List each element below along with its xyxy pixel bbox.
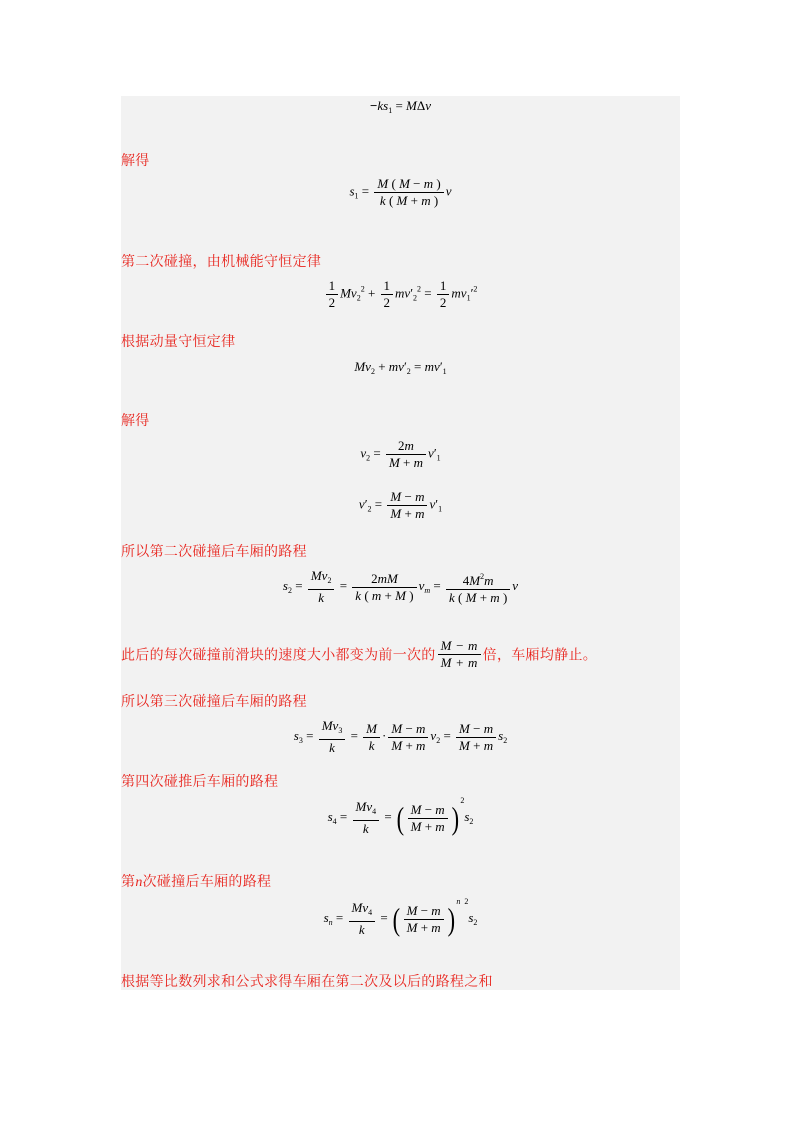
text-after-each-prefix: 此后的每次碰撞前滑块的速度大小都变为前一次的	[121, 647, 436, 664]
text-sum: 根据等比数列求和公式求得车厢在第二次及以后的路程之和	[121, 974, 493, 990]
text-momentum: 根据动量守恒定律	[121, 334, 236, 350]
text-jiede-2: 解得	[121, 413, 150, 429]
text-after-each-suffix: 倍，车厢均静止。	[482, 647, 598, 664]
equation-s4: $s_4$ = $\frac{Mv_4}{k}$ = ( $\frac{M - m}{M + m}$ ) $^2s_2$	[327, 796, 474, 837]
text-nth-suffix: 次碰撞后车厢的路程	[142, 874, 272, 890]
text-nth-path	[121, 871, 271, 891]
equation-s3: $s_3$ = $\frac{Mv_3}{k}$ = $\frac{M}{k}$ · $\frac{M - m}{M + m}$ $v_2$ = $\frac{M - m}{M + m}$ $s_2$	[293, 718, 508, 755]
equation-impulse: $-ks_1 = M\Delta v$	[369, 98, 432, 115]
text-nth-var: n	[135, 875, 143, 890]
inline-ratio-fraction: $\frac{M - m}{M + m}$	[438, 638, 481, 671]
text-jiede-1: 解得	[121, 153, 150, 169]
equation-s1: $s_1$ = $\frac{M ( M - m )}{k ( M + m )}$ v	[349, 176, 452, 208]
equation-sn: $s_n$ = $\frac{Mv_4}{k}$ = ( $\frac{M - m}{M + m}$ ) $^{n 2}s_2$	[323, 897, 478, 938]
text-nth-prefix: 第	[121, 874, 136, 890]
equation-v2-prime: $v'_2$ = $\frac{M - m}{M + m}$ $v'_1$	[358, 489, 443, 521]
equation-momentum: $Mv_2 + mv'_2 = mv'_1$	[354, 359, 447, 376]
equation-s2: $s_2$ = $\frac{Mv_2}{k}$ = $\frac{2mM}{k ( m + M )}$ $v_m$ = $\frac{4M^2m}{k ( M + m )}$ v	[282, 568, 519, 605]
text-second-collision: 第二次碰撞，由机械能守恒定律	[121, 254, 322, 270]
text-third-path: 所以第三次碰撞后车厢的路程	[121, 694, 307, 710]
text-fourth-path: 第四次碰推后车厢的路程	[121, 774, 279, 790]
text-second-path: 所以第二次碰撞后车厢的路程	[121, 544, 307, 560]
equation-v2: $v_2$ = $\frac{2m}{M + m}$ $v'_1$	[360, 438, 441, 470]
equation-energy: $\frac{1}{2}$ $Mv_2^2$ + $\frac{1}{2}$ $mv'_2^2$ = $\frac{1}{2}$ $mv_1'^2$	[121, 278, 680, 311]
text-after-each	[121, 638, 597, 671]
